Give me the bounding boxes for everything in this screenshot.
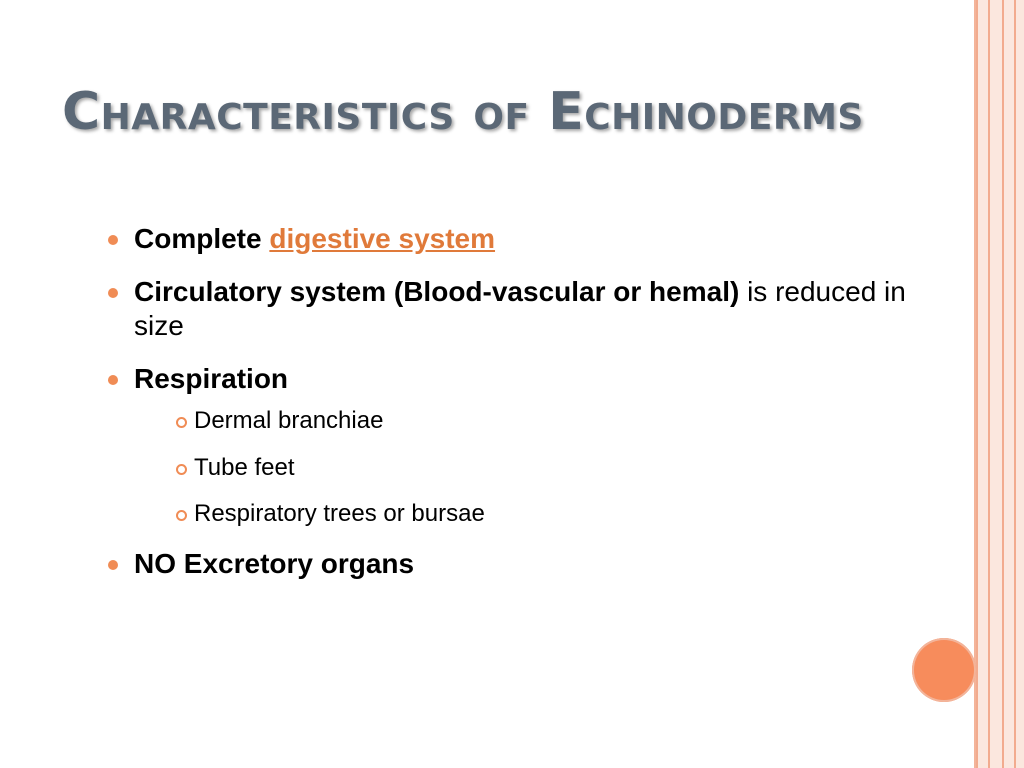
bullet-icon (108, 375, 118, 385)
bullet-text-rest: is reduced in size (134, 275, 906, 342)
sub-bullet-icon (176, 417, 187, 428)
sub-bullet-list (134, 407, 936, 529)
bullet-item-excretory (106, 547, 936, 582)
frame-line (976, 0, 978, 768)
bullet-icon (108, 235, 118, 245)
frame-line (1014, 0, 1016, 768)
sub-bullet-icon (176, 510, 187, 521)
slide-title: Characteristics of Echinoderms (62, 82, 864, 142)
sub-item (134, 454, 936, 483)
sub-bullet-icon (176, 464, 187, 475)
bullet-icon (108, 560, 118, 570)
bullet-icon (108, 288, 118, 298)
bullet-text: Respiration (134, 363, 289, 395)
bullet-text: NO Excretory organs (134, 548, 415, 580)
sub-item-text: Dermal branchiae (194, 406, 384, 434)
bullet-text: Complete (134, 223, 270, 254)
bullet-text: Circulatory system (Blood-vascular or hemal) (134, 275, 740, 307)
sub-item-text: Respiratory trees or bursae (194, 500, 485, 528)
orange-circle-decoration (912, 638, 976, 702)
bullet-item-respiration (106, 362, 936, 529)
frame-line (988, 0, 990, 768)
sub-item (134, 500, 936, 529)
bullet-item-digestive (106, 222, 936, 257)
bullet-list (106, 222, 936, 600)
sub-item (134, 407, 936, 436)
frame-line (1002, 0, 1004, 768)
sub-item-text: Tube feet (194, 453, 295, 481)
bullet-item-circulatory (106, 275, 936, 344)
digestive-system-link[interactable]: digestive system (269, 223, 496, 254)
